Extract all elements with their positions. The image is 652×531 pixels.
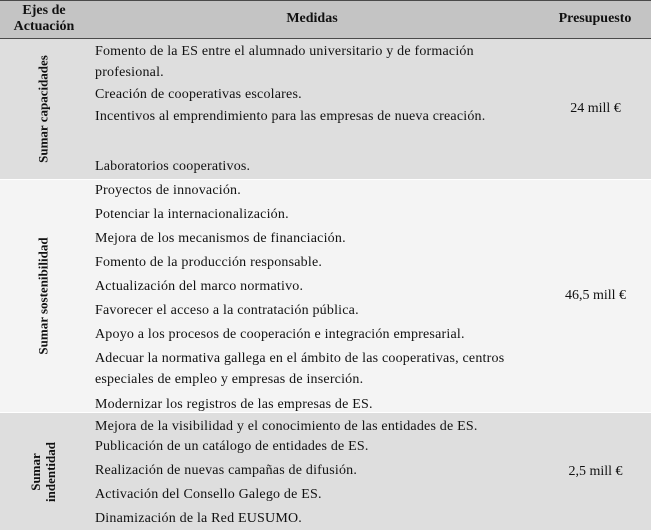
measure-item: Mejora de los mecanismos de financiación.	[95, 231, 346, 246]
measure-item: Actualización del marco normativo.	[95, 279, 304, 294]
measure-item: Potenciar la internacionalización.	[95, 207, 289, 222]
axis-label-text: Sumar indentidad	[28, 441, 58, 502]
section-sumar-sostenibilidad	[0, 179, 651, 413]
measure-item: Dinamización de la Red EUSUMO.	[95, 511, 303, 526]
axis-label-text: Sumar sostenibilidad	[35, 237, 51, 355]
budget-value: 24 mill €	[570, 101, 621, 116]
budget-value: 46,5 mill €	[564, 288, 627, 303]
measure-item: Laboratorios cooperativos.	[95, 159, 251, 174]
measure-item: Mejora de la visibilidad y el conocimiento de las entidades de ES.	[95, 419, 478, 434]
measure-item: Publicación de un catálogo de entidades de ES.	[95, 439, 369, 454]
axis-label	[0, 413, 86, 530]
header-ejes: Ejes de Actuación	[13, 3, 75, 34]
section-sumar-indentidad	[0, 413, 651, 530]
table-header	[0, 1, 651, 39]
section-sumar-capacidades	[0, 39, 651, 179]
measure-item: Favorecer el acceso a la contratación pública.	[95, 303, 359, 318]
axis-label	[0, 180, 86, 412]
axis-label	[0, 39, 86, 179]
header-medidas: Medidas	[286, 11, 338, 26]
measure-item: Fomento de la ES entre el alumnado universitario y de formación profesional.	[95, 44, 474, 80]
measure-item: Creación de cooperativas escolares.	[95, 87, 302, 102]
axis-label-text: Sumar capacidades	[35, 55, 51, 163]
measure-item: Modernizar los registros de las empresas de ES.	[95, 397, 373, 412]
measure-item: Adecuar la normativa gallega en el ámbito de las cooperativas, centros especiales de empleo y empresas de inserción.	[95, 351, 505, 387]
measure-item: Apoyo a los procesos de cooperación e integración empresarial.	[95, 327, 465, 342]
budget-value: 2,5 mill €	[568, 463, 623, 479]
measure-item: Realización de nuevas campañas de difusión.	[95, 463, 358, 478]
measure-item: Incentivos al emprendimiento para las empresas de nueva creación.	[95, 109, 486, 124]
measure-item: Activación del Consello Galego de ES.	[95, 487, 322, 502]
measure-item: Fomento de la producción responsable.	[95, 255, 323, 270]
measure-item: Proyectos de innovación.	[95, 183, 241, 198]
header-presupuesto: Presupuesto	[558, 11, 632, 26]
